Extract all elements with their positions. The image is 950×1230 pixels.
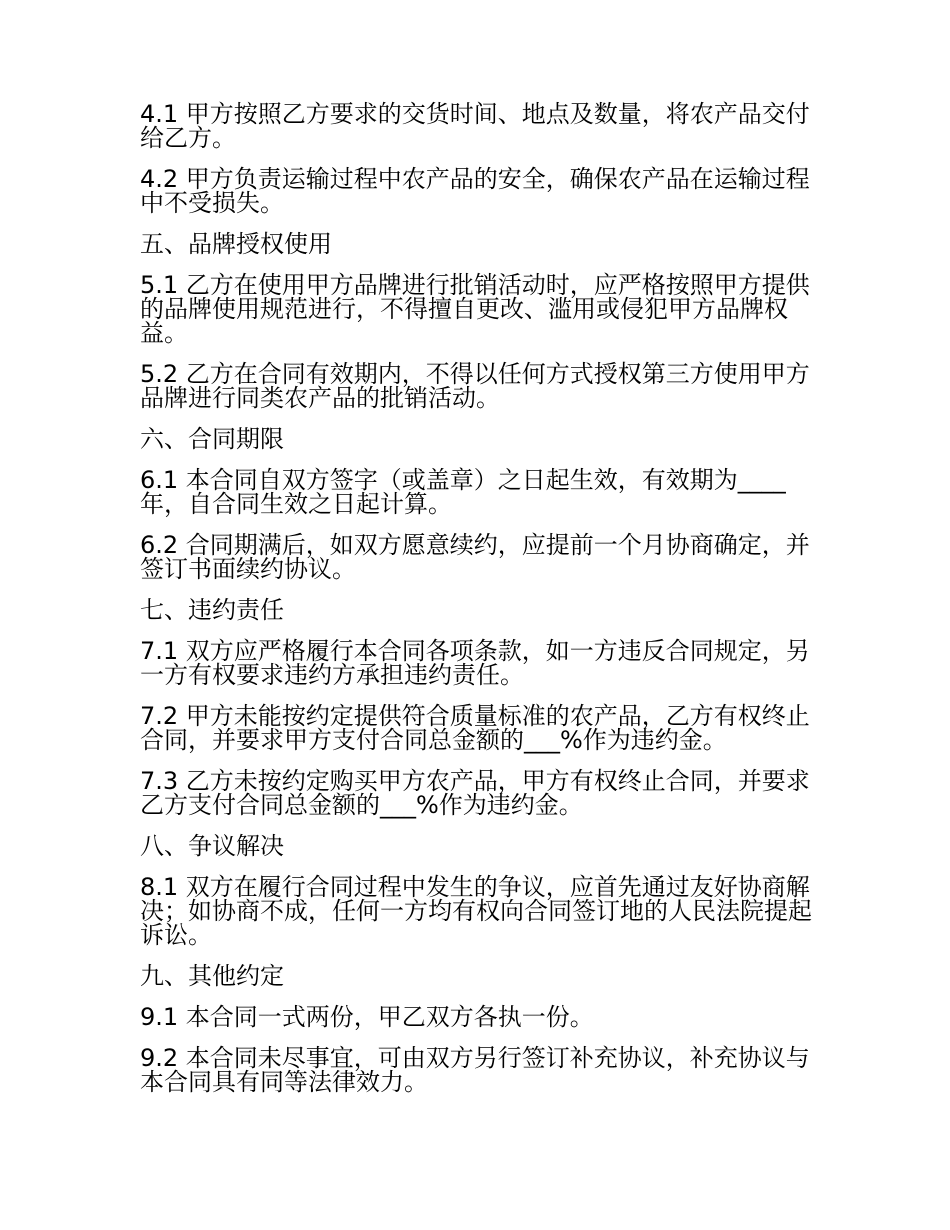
clause-6-2: 6.2 合同期满后，如双方愿意续约，应提前一个月协商确定，并签订书面续约协议。 [140,531,810,583]
clause-4-1: 4.1 甲方按照乙方要求的交货时间、地点及数量，将农产品交付给乙方。 [140,100,810,152]
clause-5-2: 5.2 乙方在合同有效期内，不得以任何方式授权第三方使用甲方品牌进行同类农产品的批销活动。 [140,360,810,412]
section-heading-other-provisions: 九、其他约定 [140,962,284,990]
clause-7-2: 7.2 甲方未能按约定提供符合质量标准的农产品，乙方有权终止合同，并要求甲方支付合同总金额的___%作为违约金。 [140,702,810,754]
section-heading-dispute-resolution: 八、争议解决 [140,832,284,860]
section-heading-brand-authorization: 五、品牌授权使用 [140,230,332,258]
clause-7-1: 7.1 双方应严格履行本合同各项条款，如一方违反合同规定，另一方有权要求违约方承担违约责任。 [140,637,810,689]
clause-8-1: 8.1 双方在履行合同过程中发生的争议，应首先通过友好协商解决；如协商不成，任何一方均有权向合同签订地的人民法院提起诉讼。 [140,873,812,949]
clause-5-1: 5.1 乙方在使用甲方品牌进行批销活动时，应严格按照甲方提供的品牌使用规范进行，不得擅自更改、滥用或侵犯甲方品牌权益。 [140,271,810,347]
clause-7-3: 7.3 乙方未按约定购买甲方农产品，甲方有权终止合同，并要求乙方支付合同总金额的___%作为违约金。 [140,767,810,819]
clause-4-2: 4.2 甲方负责运输过程中农产品的安全，确保农产品在运输过程中不受损失。 [140,165,810,217]
section-heading-liability: 七、违约责任 [140,596,284,624]
section-heading-contract-term: 六、合同期限 [140,425,284,453]
clause-9-1: 9.1 本合同一式两份，甲乙双方各执一份。 [140,1003,594,1031]
clause-6-1: 6.1 本合同自双方签字（或盖章）之日起生效，有效期为____年，自合同生效之日起计算。 [140,466,786,518]
clause-9-2: 9.2 本合同未尽事宜，可由双方另行签订补充协议，补充协议与本合同具有同等法律效力。 [140,1044,810,1096]
document-page [140,102,820,1111]
